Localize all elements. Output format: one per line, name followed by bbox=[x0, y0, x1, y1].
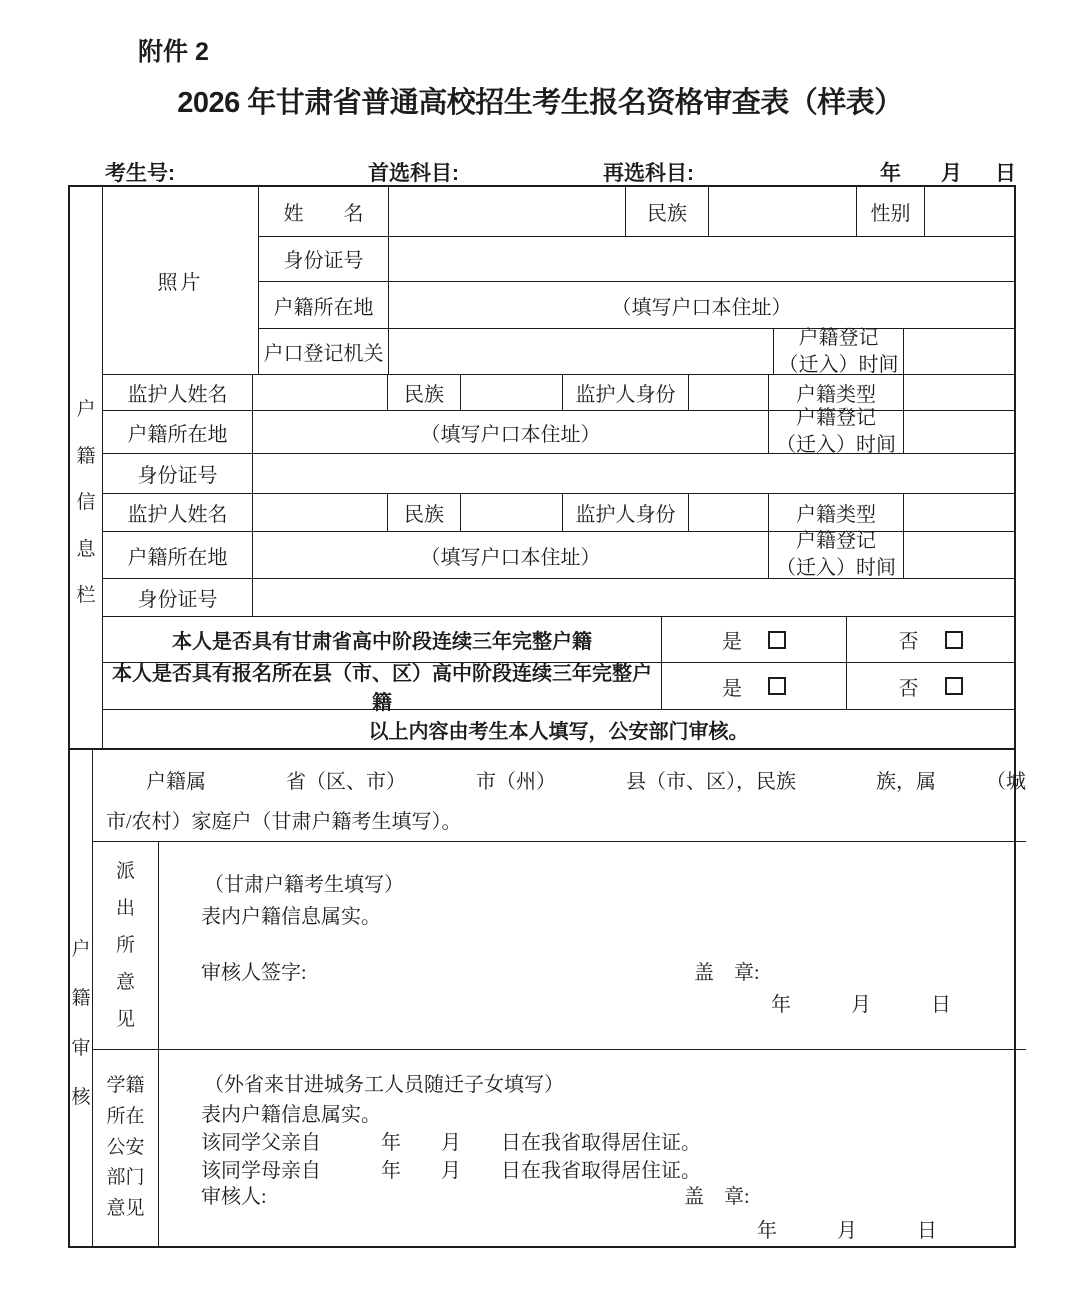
police-opinion-label-cell bbox=[93, 842, 159, 1049]
mother-residence-line: 该同学母亲自 年 月 日在我省取得居住证。 bbox=[201, 1160, 701, 1182]
guardian1-identity-label: 监护人身份 bbox=[563, 375, 689, 410]
residence-input-cell[interactable]: （填写户口本住址） bbox=[611, 296, 792, 319]
reselect-subject-label: 再选科目: bbox=[603, 162, 694, 185]
first-subject-label: 首选科目: bbox=[368, 162, 459, 185]
section1-note: 以上内容由考生本人填写，公安部门审核。 bbox=[368, 720, 749, 743]
guardian2-hukou-type-input-cell[interactable] bbox=[904, 494, 1014, 531]
guardian2-residence-input-cell[interactable]: （填写户口本住址） bbox=[253, 532, 769, 578]
police-signer-label: 审核人签字: bbox=[201, 962, 307, 984]
registry-office-label: 户口登记机关 bbox=[259, 329, 389, 374]
question1-text: 本人是否具有甘肃省高中阶段连续三年完整户籍 bbox=[103, 617, 662, 662]
page-title: 2026 年甘肃省普通高校招生考生报名资格审查表（样表） bbox=[177, 87, 903, 119]
police-date-line: 年 月 日 bbox=[771, 994, 951, 1016]
guardian2-identity-label: 监护人身份 bbox=[563, 494, 689, 531]
id-number-grid bbox=[389, 237, 1014, 282]
registry-office-input-cell[interactable] bbox=[389, 329, 774, 374]
guardian2-ethnic-input-cell[interactable] bbox=[461, 494, 563, 531]
school-police-content[interactable] bbox=[159, 1050, 1026, 1246]
guardian2-ethnic-label: 民族 bbox=[388, 494, 461, 531]
question1-yes-cell: 是 bbox=[662, 617, 847, 662]
hukou-info-section bbox=[70, 187, 1014, 750]
header-year-label: 年 bbox=[880, 162, 901, 185]
guardian1-residence-input-cell[interactable]: （填写户口本住址） bbox=[253, 411, 769, 453]
police-opinion-label: 派出所意见 bbox=[115, 860, 135, 1031]
school-police-statement: 表内户籍信息属实。 bbox=[201, 1104, 381, 1126]
school-police-date-line: 年 月 日 bbox=[757, 1220, 937, 1242]
guardian2-residence-label: 户籍所在地 bbox=[103, 532, 253, 578]
question2-text: 本人是否具有报名所在县（市、区）高中阶段连续三年完整户籍 bbox=[103, 663, 662, 709]
hukou-info-side-column bbox=[70, 187, 103, 748]
guardian2-identity-input-cell[interactable] bbox=[689, 494, 769, 531]
school-police-opinion-row bbox=[93, 1050, 1026, 1246]
id-number-label: 身份证号 bbox=[259, 237, 389, 282]
registry-time-input-cell[interactable] bbox=[904, 329, 1014, 374]
photo-cell[interactable]: 照片 bbox=[103, 187, 259, 374]
question1-no-checkbox[interactable] bbox=[945, 631, 963, 649]
registry-time-label: 户籍登记 （迁入）时间 bbox=[774, 329, 904, 374]
hukou-info-side-label: 户籍信息栏 bbox=[76, 399, 96, 607]
header-month-label: 月 bbox=[941, 162, 962, 185]
hukou-belong-line2: 市/农村）家庭户（甘肃户籍考生填写）。 bbox=[106, 811, 462, 833]
school-police-label: 学籍所在公安部门意见 bbox=[106, 1075, 145, 1220]
guardian2-registry-time-input-cell[interactable] bbox=[904, 532, 1014, 578]
candidate-no-label: 考生号: bbox=[105, 162, 175, 185]
police-statement: 表内户籍信息属实。 bbox=[201, 906, 381, 928]
guardian1-hukou-type-label: 户籍类型 bbox=[769, 375, 904, 410]
police-opinion-content[interactable] bbox=[159, 842, 1026, 1049]
school-police-label-cell bbox=[93, 1050, 159, 1246]
guardian1-id-label: 身份证号 bbox=[103, 454, 253, 493]
question2-yes-checkbox[interactable] bbox=[768, 677, 786, 695]
guardian1-ethnic-input-cell[interactable] bbox=[461, 375, 563, 410]
gender-label: 性别 bbox=[857, 187, 925, 236]
police-hint: （甘肃户籍考生填写） bbox=[204, 874, 404, 896]
question2-no-cell: 否 bbox=[847, 663, 1014, 709]
attachment-label: 附件 2 bbox=[138, 38, 209, 66]
guardian2-hukou-type-label: 户籍类型 bbox=[769, 494, 904, 531]
guardian1-ethnic-label: 民族 bbox=[388, 375, 461, 410]
guardian2-name-input-cell[interactable] bbox=[253, 494, 388, 531]
review-form-table bbox=[68, 185, 1026, 1248]
hukou-belong-line1: 户籍属 省（区、市） 市（州） 县（市、区），民族 族，属 （城 bbox=[146, 771, 1026, 793]
guardian1-hukou-type-input-cell[interactable] bbox=[904, 375, 1014, 410]
guardian2-id-grid bbox=[253, 579, 1014, 616]
question2-yes-cell: 是 bbox=[662, 663, 847, 709]
police-opinion-row bbox=[93, 842, 1026, 1050]
ethnic-label: 民族 bbox=[626, 187, 709, 236]
name-input-cell[interactable] bbox=[389, 187, 626, 236]
ethnic-input-cell[interactable] bbox=[709, 187, 857, 236]
residence-label: 户籍所在地 bbox=[259, 282, 389, 328]
guardian1-name-input-cell[interactable] bbox=[253, 375, 388, 410]
gender-input-cell[interactable] bbox=[925, 187, 1014, 236]
question1-yes-checkbox[interactable] bbox=[768, 631, 786, 649]
guardian1-registry-time-label: 户籍登记 （迁入）时间 bbox=[769, 411, 904, 453]
guardian1-id-grid bbox=[253, 454, 1014, 493]
guardian1-identity-input-cell[interactable] bbox=[689, 375, 769, 410]
police-seal-label: 盖 章: bbox=[694, 962, 760, 984]
name-label: 姓 名 bbox=[259, 187, 389, 236]
guardian2-name-label: 监护人姓名 bbox=[103, 494, 253, 531]
hukou-review-side-column bbox=[70, 750, 93, 1246]
guardian1-registry-time-input-cell[interactable] bbox=[904, 411, 1014, 453]
hukou-review-side-label: 户籍审核 bbox=[71, 939, 91, 1109]
header-day-label: 日 bbox=[995, 162, 1016, 185]
school-police-seal-label: 盖 章: bbox=[684, 1186, 750, 1208]
school-police-hint: （外省来甘进城务工人员随迁子女填写） bbox=[204, 1074, 564, 1096]
guardian1-residence-label: 户籍所在地 bbox=[103, 411, 253, 453]
guardian2-id-label: 身份证号 bbox=[103, 579, 253, 616]
guardian1-name-label: 监护人姓名 bbox=[103, 375, 253, 410]
guardian2-registry-time-label: 户籍登记 （迁入）时间 bbox=[769, 532, 904, 578]
hukou-review-section bbox=[70, 750, 1026, 1246]
school-police-signer-label: 审核人: bbox=[201, 1186, 267, 1208]
hukou-belong-row bbox=[93, 750, 1026, 842]
father-residence-line: 该同学父亲自 年 月 日在我省取得居住证。 bbox=[201, 1132, 701, 1154]
question2-no-checkbox[interactable] bbox=[945, 677, 963, 695]
question1-no-cell: 否 bbox=[847, 617, 1014, 662]
